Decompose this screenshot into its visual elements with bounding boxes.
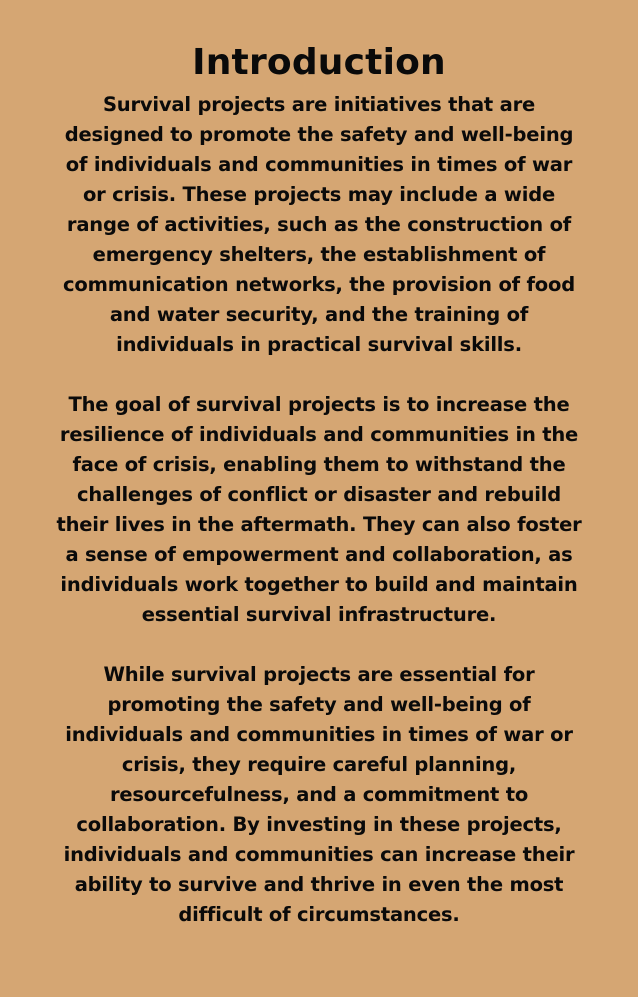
text-line: individuals and communities can increase their: [63, 843, 575, 866]
text-line: and water security, and the training of: [109, 303, 529, 326]
text-line: Survival projects are initiatives that are: [102, 93, 536, 116]
text-line: range of activities, such as the construction of: [66, 213, 572, 236]
text-line: designed to promote the safety and well-being: [64, 123, 574, 146]
text-line: face of crisis, enabling them to withstand the: [72, 453, 566, 476]
paragraph-conclusion: [64, 660, 575, 930]
text-line: difficult of circumstances.: [178, 903, 460, 926]
text-line: promoting the safety and well-being of: [107, 693, 531, 716]
text-line: their lives in the aftermath. They can also foster: [56, 513, 582, 536]
page-title: Introduction: [192, 42, 446, 83]
text-line: challenges of conflict or disaster and rebuild: [76, 483, 562, 506]
text-line: or crisis. These projects may include a wide: [82, 183, 556, 206]
text-line: of individuals and communities in times of war: [65, 153, 573, 176]
text-line: communication networks, the provision of food: [63, 273, 575, 296]
text-line: resourcefulness, and a commitment to: [109, 783, 529, 806]
text-line: The goal of survival projects is to increase the: [68, 393, 570, 416]
text-line: essential survival infrastructure.: [141, 603, 497, 626]
text-line: individuals in practical survival skills.: [116, 333, 522, 356]
text-line: collaboration. By investing in these projects,: [76, 813, 562, 836]
text-line: crisis, they require careful planning,: [121, 753, 517, 776]
paragraph-intro: [63, 90, 575, 360]
text-line: resilience of individuals and communities in the: [59, 423, 579, 446]
text-line: individuals and communities in times of war or: [65, 723, 573, 746]
text-line: individuals work together to build and maintain: [60, 573, 578, 596]
text-line: While survival projects are essential for: [103, 663, 535, 686]
paragraph-goal: [56, 390, 581, 630]
text-line: ability to survive and thrive in even the most: [74, 873, 564, 896]
text-line: a sense of empowerment and collaboration, as: [65, 543, 573, 566]
text-line: emergency shelters, the establishment of: [92, 243, 546, 266]
